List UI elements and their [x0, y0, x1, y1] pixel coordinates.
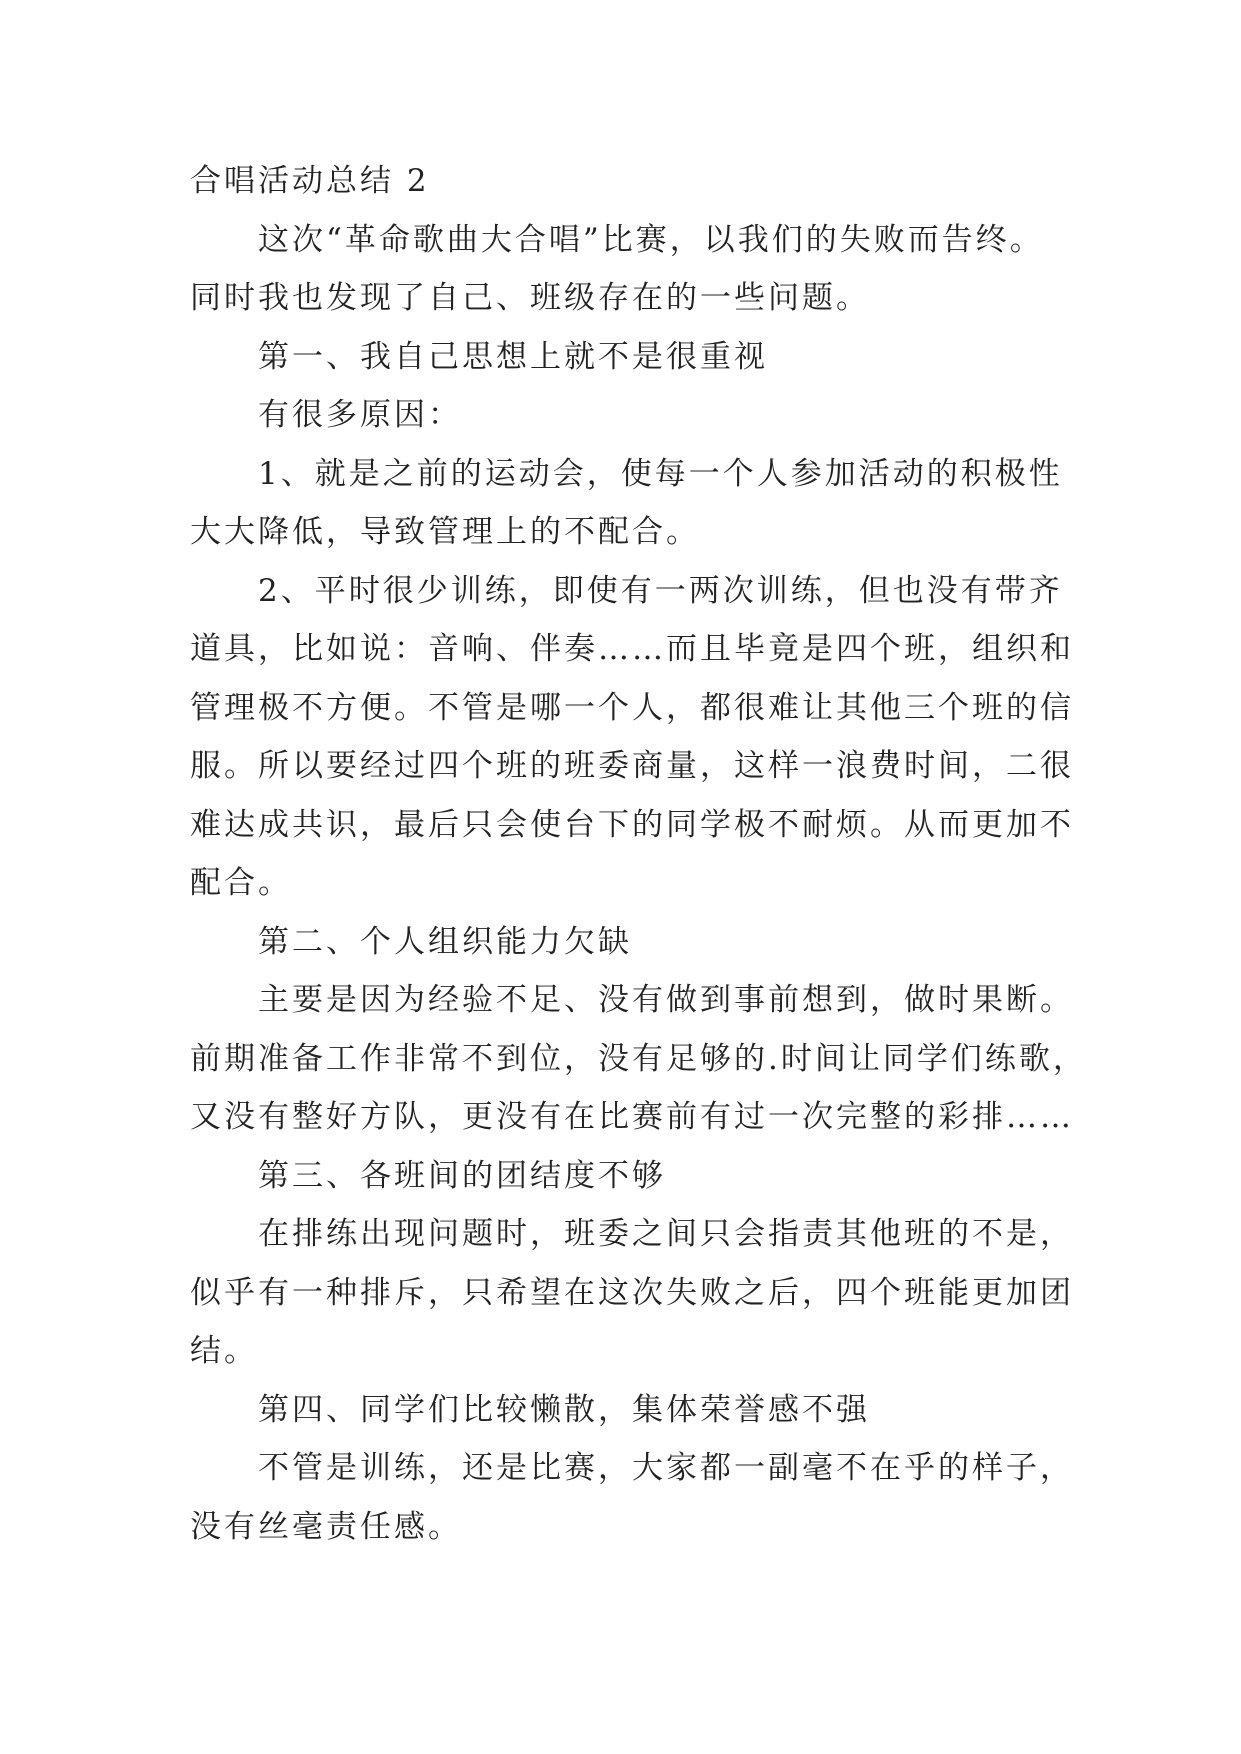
text-line: 配合。	[190, 865, 292, 901]
text-line: 难达成共识，最后只会使台下的同学极不耐烦。从而更加不	[190, 806, 1074, 843]
text-line: 1、就是之前的运动会，使每一个人参加活动的积极性	[258, 455, 1063, 492]
text-line: 有很多原因：	[258, 397, 462, 433]
section-heading: 第三、各班间的团结度不够	[258, 1157, 666, 1194]
text-line: 这次“革命歌曲大合唱”比赛，以我们的失败而告终。	[258, 221, 1044, 258]
text-line: 在排练出现问题时，班委之间只会指责其他班的不是，	[258, 1216, 1074, 1252]
text-line: 前期准备工作非常不到位，没有足够的.时间让同学们练歌，	[190, 1040, 1087, 1077]
section-heading: 第四、同学们比较懒散，集体荣誉感不强	[258, 1391, 870, 1428]
text-line: 没有丝毫责任感。	[190, 1508, 462, 1545]
text-line: 同时我也发现了自己、班级存在的一些问题。	[190, 280, 870, 316]
text-line: 似乎有一种排斥，只希望在这次失败之后，四个班能更加团	[190, 1274, 1074, 1311]
text-line: 又没有整好方队，更没有在比赛前有过一次完整的彩排……	[190, 1099, 1074, 1135]
document-body	[190, 152, 1087, 1556]
document-title: 合唱活动总结 2	[190, 163, 430, 199]
section-heading: 第一、我自己思想上就不是很重视	[258, 338, 768, 375]
text-line: 结。	[190, 1333, 258, 1369]
text-line: 服。所以要经过四个班的班委商量，这样一浪费时间，二很	[190, 748, 1074, 784]
section-heading: 第二、个人组织能力欠缺	[258, 923, 632, 960]
text-line: 管理极不方便。不管是哪一个人，都很难让其他三个班的信	[190, 689, 1074, 726]
text-line: 道具，比如说：音响、伴奏……而且毕竟是四个班，组织和	[190, 631, 1074, 667]
text-line: 不管是训练，还是比赛，大家都一副毫不在乎的样子，	[258, 1450, 1074, 1486]
text-line: 2、平时很少训练，即使有一两次训练，但也没有带齐	[258, 572, 1063, 609]
text-line: 主要是因为经验不足、没有做到事前想到，做时果断。	[258, 982, 1074, 1018]
text-line: 大大降低，导致管理上的不配合。	[190, 514, 700, 550]
